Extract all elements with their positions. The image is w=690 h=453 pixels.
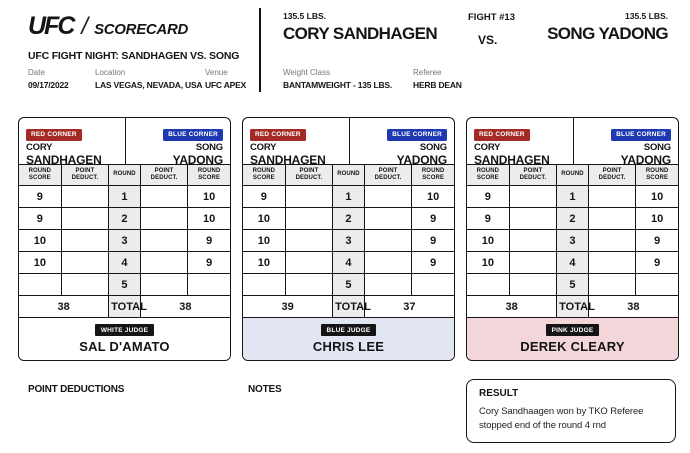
judge-badge: BLUE JUDGE bbox=[321, 324, 377, 336]
blue-round-score: 9 bbox=[636, 252, 678, 274]
red-total: 39 bbox=[243, 296, 333, 318]
blue-point-deduct-cell bbox=[364, 230, 411, 252]
red-round-score: 9 bbox=[243, 186, 285, 208]
col-round-score: ROUND SCORE bbox=[188, 165, 230, 186]
total-label: TOTAL bbox=[109, 296, 141, 318]
scores-table bbox=[243, 165, 454, 317]
blue-round-score bbox=[188, 274, 230, 296]
total-row bbox=[19, 296, 230, 318]
red-name-line1: CORY bbox=[26, 142, 53, 153]
scorecard-pink-judge bbox=[466, 117, 679, 361]
round-number-cell: 2 bbox=[333, 208, 365, 230]
blue-point-deduct-cell bbox=[364, 274, 411, 296]
blue-total: 38 bbox=[588, 296, 678, 318]
total-row bbox=[243, 296, 454, 318]
col-round-score: ROUND SCORE bbox=[636, 165, 678, 186]
col-round: ROUND bbox=[557, 165, 589, 186]
blue-round-score: 10 bbox=[188, 186, 230, 208]
blue-point-deduct-cell bbox=[140, 208, 187, 230]
header-divider bbox=[259, 8, 261, 92]
round-row bbox=[243, 186, 454, 208]
round-number-cell: 3 bbox=[557, 230, 589, 252]
red-fighter-weight: 135.5 LBS. bbox=[283, 11, 326, 21]
blue-round-score: 9 bbox=[188, 252, 230, 274]
blue-round-score bbox=[412, 274, 454, 296]
red-corner-badge: RED CORNER bbox=[474, 129, 530, 141]
round-number-cell: 5 bbox=[557, 274, 589, 296]
blue-name-line2: YADONG bbox=[620, 152, 671, 167]
venue-value: UFC APEX bbox=[205, 80, 247, 90]
red-name-line2: SANDHAGEN bbox=[250, 152, 326, 167]
round-number-cell: 4 bbox=[557, 252, 589, 274]
red-point-deduct-cell bbox=[285, 186, 332, 208]
red-point-deduct-cell bbox=[509, 274, 556, 296]
blue-point-deduct-cell bbox=[588, 208, 635, 230]
round-number-cell: 5 bbox=[333, 274, 365, 296]
blue-point-deduct-cell bbox=[588, 186, 635, 208]
weight-class-value: BANTAMWEIGHT - 135 LBS. bbox=[283, 80, 393, 90]
judge-footer bbox=[467, 317, 678, 360]
judge-badge: WHITE JUDGE bbox=[95, 324, 154, 336]
scorecard-white-judge bbox=[18, 117, 231, 361]
result-label: RESULT bbox=[479, 388, 519, 399]
round-number-cell: 1 bbox=[109, 186, 141, 208]
blue-fighter-name-lines bbox=[580, 143, 672, 168]
column-header-row bbox=[19, 165, 230, 186]
blue-fighter-name-lines bbox=[132, 143, 224, 168]
col-round-score: ROUND SCORE bbox=[467, 165, 509, 186]
round-row bbox=[467, 274, 678, 296]
round-number-cell: 2 bbox=[109, 208, 141, 230]
scores-table bbox=[19, 165, 230, 317]
blue-point-deduct-cell bbox=[364, 252, 411, 274]
blue-point-deduct-cell bbox=[140, 186, 187, 208]
blue-point-deduct-cell bbox=[588, 252, 635, 274]
blue-round-score bbox=[636, 274, 678, 296]
red-round-score: 9 bbox=[467, 186, 509, 208]
red-name-line1: CORY bbox=[474, 142, 501, 153]
red-fighter-name-lines bbox=[26, 143, 118, 168]
venue-block bbox=[205, 68, 246, 90]
blue-fighter-name-lines bbox=[356, 143, 448, 168]
blue-round-score: 9 bbox=[636, 230, 678, 252]
total-label: TOTAL bbox=[333, 296, 365, 318]
col-point-deduct: POINT DEDUCT. bbox=[509, 165, 556, 186]
blue-round-score: 10 bbox=[636, 208, 678, 230]
round-row bbox=[243, 230, 454, 252]
referee-block bbox=[413, 68, 462, 90]
red-total: 38 bbox=[19, 296, 109, 318]
scorecards-row bbox=[18, 117, 679, 361]
blue-round-score: 9 bbox=[412, 252, 454, 274]
notes-label: NOTES bbox=[248, 384, 282, 395]
ufc-logo bbox=[28, 12, 188, 41]
col-point-deduct: POINT DEDUCT. bbox=[588, 165, 635, 186]
red-round-score: 9 bbox=[467, 208, 509, 230]
blue-point-deduct-cell bbox=[140, 274, 187, 296]
col-point-deduct: POINT DEDUCT. bbox=[140, 165, 187, 186]
blue-point-deduct-cell bbox=[140, 230, 187, 252]
blue-name-line2: YADONG bbox=[396, 152, 447, 167]
round-number-cell: 1 bbox=[333, 186, 365, 208]
total-label: TOTAL bbox=[557, 296, 589, 318]
red-fighter-name-lines bbox=[250, 143, 342, 168]
round-row bbox=[467, 186, 678, 208]
round-number-cell: 2 bbox=[557, 208, 589, 230]
card-fighters-header bbox=[19, 118, 230, 165]
referee-value: HERB DEAN bbox=[413, 80, 462, 90]
judge-footer bbox=[19, 317, 230, 360]
red-round-score: 9 bbox=[19, 186, 61, 208]
blue-name-line1: SONG bbox=[195, 142, 223, 153]
round-row bbox=[19, 208, 230, 230]
round-number-cell: 5 bbox=[109, 274, 141, 296]
result-box bbox=[466, 379, 676, 443]
column-header-row bbox=[467, 165, 678, 186]
result-text-line2: stopped end of the round 4 rnd bbox=[479, 420, 606, 431]
blue-round-score: 10 bbox=[412, 186, 454, 208]
red-corner-section bbox=[19, 118, 125, 167]
round-row bbox=[19, 186, 230, 208]
point-deductions-label: POINT DEDUCTIONS bbox=[28, 384, 125, 395]
round-row bbox=[19, 274, 230, 296]
col-round-score: ROUND SCORE bbox=[19, 165, 61, 186]
weight-class-block bbox=[283, 68, 392, 90]
round-row bbox=[19, 230, 230, 252]
date-label: Date bbox=[28, 68, 45, 77]
red-round-score: 10 bbox=[19, 230, 61, 252]
blue-point-deduct-cell bbox=[588, 230, 635, 252]
red-point-deduct-cell bbox=[61, 208, 108, 230]
red-corner-badge: RED CORNER bbox=[250, 129, 306, 141]
blue-round-score: 10 bbox=[636, 186, 678, 208]
blue-round-score: 9 bbox=[412, 208, 454, 230]
red-point-deduct-cell bbox=[285, 208, 332, 230]
red-round-score: 10 bbox=[467, 252, 509, 274]
red-round-score bbox=[243, 274, 285, 296]
red-corner-section bbox=[243, 118, 349, 167]
blue-name-line1: SONG bbox=[643, 142, 671, 153]
red-point-deduct-cell bbox=[61, 274, 108, 296]
red-point-deduct-cell bbox=[61, 252, 108, 274]
location-block bbox=[95, 68, 202, 90]
red-round-score bbox=[467, 274, 509, 296]
red-name-line2: SANDHAGEN bbox=[474, 152, 550, 167]
red-round-score: 10 bbox=[19, 252, 61, 274]
red-point-deduct-cell bbox=[61, 186, 108, 208]
red-corner-badge: RED CORNER bbox=[26, 129, 82, 141]
blue-round-score: 10 bbox=[188, 208, 230, 230]
red-point-deduct-cell bbox=[285, 252, 332, 274]
vs-label: VS. bbox=[478, 33, 498, 47]
blue-corner-section bbox=[349, 118, 455, 167]
card-fighters-header bbox=[243, 118, 454, 165]
card-fighters-header bbox=[467, 118, 678, 165]
logo-ufc-text: UFC bbox=[28, 12, 74, 40]
round-number-cell: 3 bbox=[109, 230, 141, 252]
blue-corner-badge: BLUE CORNER bbox=[611, 129, 671, 141]
date-value: 09/17/2022 bbox=[28, 80, 69, 90]
red-point-deduct-cell bbox=[509, 230, 556, 252]
judge-name: DEREK CLEARY bbox=[520, 339, 625, 354]
blue-point-deduct-cell bbox=[364, 186, 411, 208]
red-fighter-name-lines bbox=[474, 143, 566, 168]
blue-total: 38 bbox=[140, 296, 230, 318]
blue-corner-section bbox=[125, 118, 231, 167]
col-round-score: ROUND SCORE bbox=[243, 165, 285, 186]
round-number-cell: 4 bbox=[333, 252, 365, 274]
red-point-deduct-cell bbox=[509, 208, 556, 230]
col-round: ROUND bbox=[333, 165, 365, 186]
col-point-deduct: POINT DEDUCT. bbox=[364, 165, 411, 186]
scores-table bbox=[467, 165, 678, 317]
round-row bbox=[467, 252, 678, 274]
red-total: 38 bbox=[467, 296, 557, 318]
round-row bbox=[243, 274, 454, 296]
blue-name-line2: YADONG bbox=[172, 152, 223, 167]
col-round-score: ROUND SCORE bbox=[412, 165, 454, 186]
logo-slash: / bbox=[81, 13, 89, 40]
red-round-score: 10 bbox=[243, 252, 285, 274]
red-point-deduct-cell bbox=[509, 252, 556, 274]
round-row bbox=[243, 252, 454, 274]
red-point-deduct-cell bbox=[285, 274, 332, 296]
red-fighter-name: CORY SANDHAGEN bbox=[283, 24, 438, 43]
scorecard-blue-judge bbox=[242, 117, 455, 361]
date-block bbox=[28, 68, 69, 90]
result-text-line1: Cory Sandhaagen won by TKO Referee bbox=[479, 406, 644, 417]
blue-point-deduct-cell bbox=[140, 252, 187, 274]
round-number-cell: 3 bbox=[333, 230, 365, 252]
red-round-score bbox=[19, 274, 61, 296]
blue-point-deduct-cell bbox=[364, 208, 411, 230]
blue-fighter-weight: 135.5 LBS. bbox=[625, 11, 668, 21]
round-row bbox=[19, 252, 230, 274]
blue-fighter-name: SONG YADONG bbox=[547, 24, 668, 43]
blue-corner-badge: BLUE CORNER bbox=[163, 129, 223, 141]
event-title: UFC FIGHT NIGHT: SANDHAGEN VS. SONG bbox=[28, 50, 240, 62]
location-label: Location bbox=[95, 68, 126, 77]
blue-point-deduct-cell bbox=[588, 274, 635, 296]
round-row bbox=[467, 208, 678, 230]
judge-badge: PINK JUDGE bbox=[546, 324, 600, 336]
red-round-score: 10 bbox=[243, 230, 285, 252]
judge-name: SAL D'AMATO bbox=[79, 339, 170, 354]
red-point-deduct-cell bbox=[509, 186, 556, 208]
blue-name-line1: SONG bbox=[419, 142, 447, 153]
location-value: LAS VEGAS, NEVADA, USA bbox=[95, 80, 203, 90]
fight-number: FIGHT #13 bbox=[468, 12, 515, 23]
blue-round-score: 9 bbox=[188, 230, 230, 252]
round-number-cell: 1 bbox=[557, 186, 589, 208]
red-point-deduct-cell bbox=[285, 230, 332, 252]
weight-class-label: Weight Class bbox=[283, 68, 330, 77]
round-number-cell: 4 bbox=[109, 252, 141, 274]
referee-label: Referee bbox=[413, 68, 442, 77]
round-row bbox=[467, 230, 678, 252]
round-row bbox=[243, 208, 454, 230]
red-round-score: 9 bbox=[19, 208, 61, 230]
col-point-deduct: POINT DEDUCT. bbox=[285, 165, 332, 186]
red-round-score: 10 bbox=[243, 208, 285, 230]
blue-total: 37 bbox=[364, 296, 454, 318]
red-name-line1: CORY bbox=[250, 142, 277, 153]
red-corner-section bbox=[467, 118, 573, 167]
red-point-deduct-cell bbox=[61, 230, 108, 252]
red-round-score: 10 bbox=[467, 230, 509, 252]
column-header-row bbox=[243, 165, 454, 186]
col-round: ROUND bbox=[109, 165, 141, 186]
blue-round-score: 9 bbox=[412, 230, 454, 252]
blue-corner-section bbox=[573, 118, 679, 167]
red-name-line2: SANDHAGEN bbox=[26, 152, 102, 167]
judge-name: CHRIS LEE bbox=[312, 339, 385, 354]
blue-corner-badge: BLUE CORNER bbox=[387, 129, 447, 141]
col-point-deduct: POINT DEDUCT. bbox=[61, 165, 108, 186]
total-row bbox=[467, 296, 678, 318]
logo-scorecard-text: SCORECARD bbox=[94, 21, 189, 38]
judge-footer bbox=[243, 317, 454, 360]
venue-label: Venue bbox=[205, 68, 228, 77]
